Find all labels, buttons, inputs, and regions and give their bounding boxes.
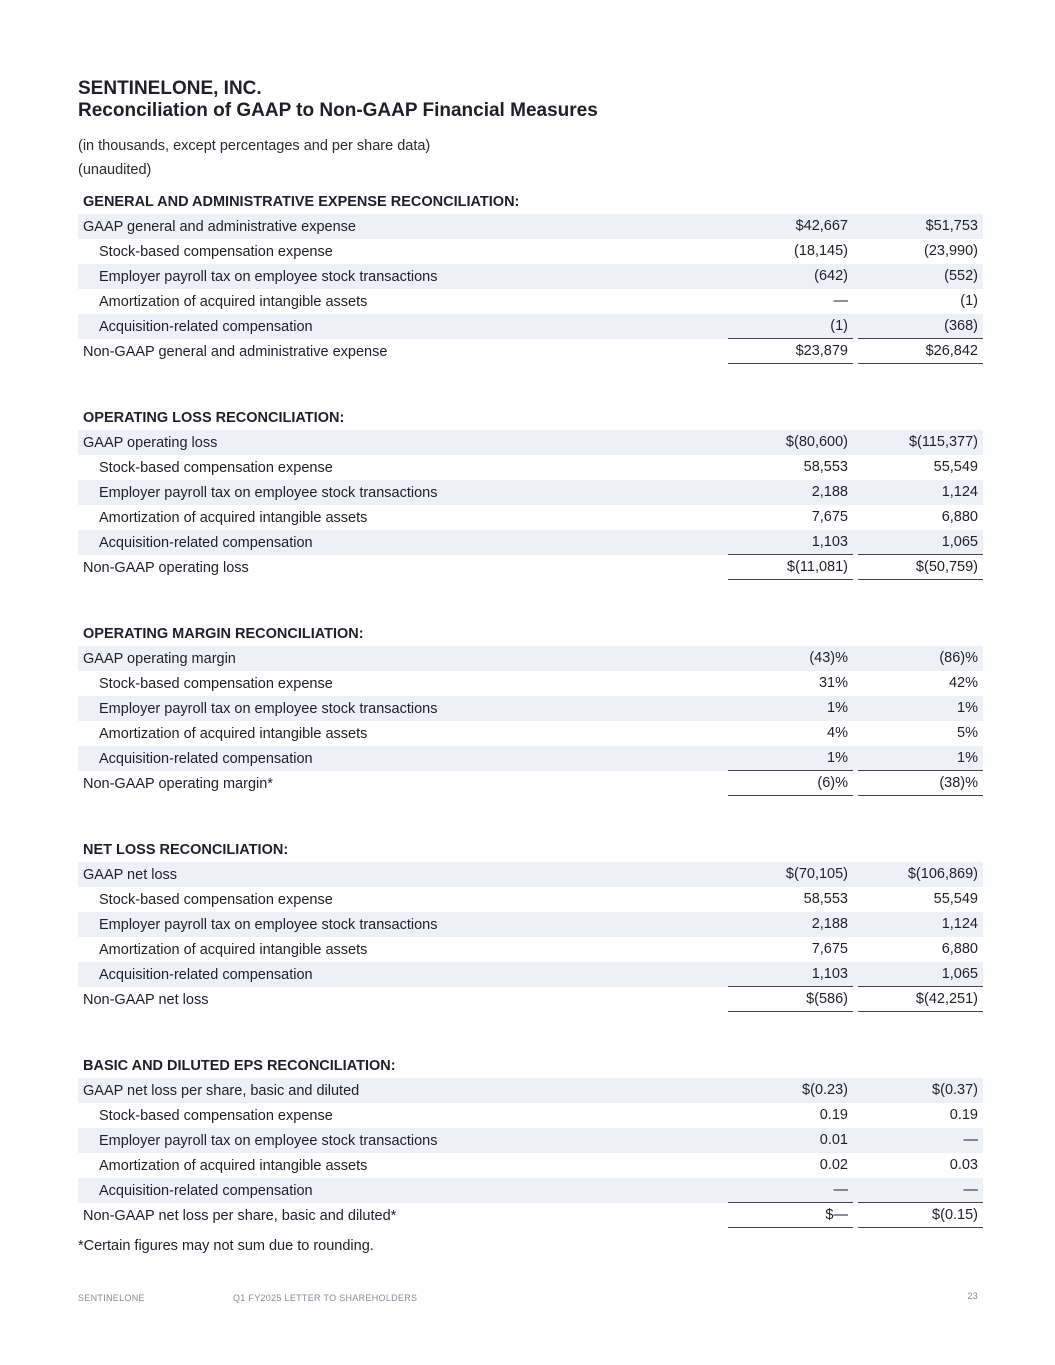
table-row bbox=[78, 530, 983, 555]
value-col1: 58,553 bbox=[803, 459, 848, 475]
section-eps bbox=[78, 1054, 983, 1228]
row-label: Employer payroll tax on employee stock transactions bbox=[99, 700, 438, 717]
row-label: Amortization of acquired intangible assets bbox=[99, 725, 368, 742]
value-col2: $(0.15) bbox=[858, 1203, 983, 1228]
section-heading: NET LOSS RECONCILIATION: bbox=[83, 842, 289, 858]
value-col1: (642) bbox=[814, 268, 848, 284]
audit-note: (unaudited) bbox=[78, 162, 152, 178]
value-col2: 1,124 bbox=[941, 916, 978, 932]
value-col2: $(106,869) bbox=[907, 866, 978, 882]
total-row bbox=[78, 1203, 983, 1228]
row-label: GAAP operating loss bbox=[83, 434, 218, 451]
value-col1: 1,103 bbox=[728, 530, 853, 555]
table-row bbox=[78, 214, 983, 239]
footer-document: Q1 FY2025 LETTER TO SHAREHOLDERS bbox=[233, 1293, 418, 1303]
units-note: (in thousands, except percentages and per share data) bbox=[78, 138, 431, 154]
value-col1: 7,675 bbox=[811, 941, 848, 957]
value-col1: (43)% bbox=[809, 650, 848, 666]
value-col2: (86)% bbox=[939, 650, 978, 666]
value-col1: $— bbox=[728, 1203, 853, 1228]
row-label: Employer payroll tax on employee stock transactions bbox=[99, 484, 438, 501]
value-col1: 1% bbox=[827, 700, 848, 716]
value-col2: — bbox=[858, 1178, 983, 1203]
table-row bbox=[78, 1128, 983, 1153]
section-operating-loss bbox=[78, 406, 983, 580]
row-label: Acquisition-related compensation bbox=[99, 966, 313, 983]
value-col2: 6,880 bbox=[941, 941, 978, 957]
table-row bbox=[78, 239, 983, 264]
row-label: Acquisition-related compensation bbox=[99, 750, 313, 767]
value-col2: $(0.37) bbox=[932, 1082, 978, 1098]
table-row bbox=[78, 505, 983, 530]
value-col1: $42,667 bbox=[795, 218, 848, 234]
value-col2: (23,990) bbox=[923, 243, 978, 259]
table-row bbox=[78, 646, 983, 671]
table-row bbox=[78, 887, 983, 912]
value-col1: — bbox=[833, 293, 848, 309]
value-col1: $23,879 bbox=[728, 339, 853, 364]
footer-brand: SENTINELONE bbox=[78, 1293, 145, 1303]
value-col2: 1,124 bbox=[941, 484, 978, 500]
total-row bbox=[78, 555, 983, 580]
value-col2: $(115,377) bbox=[908, 434, 978, 450]
value-col2: $(42,251) bbox=[858, 987, 983, 1012]
table-row bbox=[78, 289, 983, 314]
value-col1: $(0.23) bbox=[802, 1082, 848, 1098]
value-col2: 42% bbox=[948, 675, 978, 691]
value-col1: 7,675 bbox=[811, 509, 848, 525]
row-label: Amortization of acquired intangible assets bbox=[99, 509, 368, 526]
value-col2: 0.03 bbox=[949, 1157, 978, 1173]
section-net-loss bbox=[78, 838, 983, 1012]
page-number: 23 bbox=[967, 1291, 978, 1301]
table-row bbox=[78, 937, 983, 962]
row-label: GAAP operating margin bbox=[83, 650, 236, 667]
row-label: Acquisition-related compensation bbox=[99, 534, 313, 551]
value-col2: 1,065 bbox=[858, 962, 983, 987]
value-col2: 1,065 bbox=[858, 530, 983, 555]
row-label: Amortization of acquired intangible assets bbox=[99, 1157, 368, 1174]
row-label: Non-GAAP operating margin* bbox=[83, 775, 273, 792]
section-heading: OPERATING MARGIN RECONCILIATION: bbox=[83, 626, 364, 642]
value-col1: $(80,600) bbox=[785, 434, 848, 450]
section-heading: OPERATING LOSS RECONCILIATION: bbox=[83, 410, 345, 426]
value-col1: (1) bbox=[728, 314, 853, 339]
value-col1: 31% bbox=[818, 675, 848, 691]
row-label: Acquisition-related compensation bbox=[99, 1182, 313, 1199]
table-row bbox=[78, 962, 983, 987]
value-col2: $(50,759) bbox=[858, 555, 983, 580]
value-col2: 1% bbox=[957, 700, 978, 716]
value-col1: 58,553 bbox=[803, 891, 848, 907]
table-row bbox=[78, 1078, 983, 1103]
row-label: Stock-based compensation expense bbox=[99, 891, 333, 908]
value-col2: (38)% bbox=[858, 771, 983, 796]
row-label: Non-GAAP general and administrative expense bbox=[83, 343, 388, 360]
row-label: Non-GAAP net loss bbox=[83, 991, 209, 1008]
table-row bbox=[78, 671, 983, 696]
section-heading: GENERAL AND ADMINISTRATIVE EXPENSE RECONCILIATION: bbox=[83, 194, 520, 210]
value-col1: 0.02 bbox=[819, 1157, 848, 1173]
table-row bbox=[78, 1153, 983, 1178]
value-col2: $26,842 bbox=[858, 339, 983, 364]
value-col1: (6)% bbox=[728, 771, 853, 796]
value-col1: 1,103 bbox=[728, 962, 853, 987]
row-label: Non-GAAP net loss per share, basic and diluted* bbox=[83, 1207, 397, 1224]
table-row bbox=[78, 1178, 983, 1203]
value-col2: — bbox=[963, 1132, 978, 1148]
value-col2: (1) bbox=[960, 293, 978, 309]
value-col1: 4% bbox=[827, 725, 848, 741]
section-heading: BASIC AND DILUTED EPS RECONCILIATION: bbox=[83, 1058, 396, 1074]
table-row bbox=[78, 721, 983, 746]
value-col2: $51,753 bbox=[925, 218, 978, 234]
table-row bbox=[78, 430, 983, 455]
value-col1: $(586) bbox=[728, 987, 853, 1012]
section-operating-margin bbox=[78, 622, 983, 796]
value-col2: 55,549 bbox=[933, 891, 978, 907]
total-row bbox=[78, 987, 983, 1012]
table-row bbox=[78, 455, 983, 480]
row-label: Stock-based compensation expense bbox=[99, 1107, 333, 1124]
value-col1: 2,188 bbox=[811, 916, 848, 932]
row-label: Non-GAAP operating loss bbox=[83, 559, 249, 576]
row-label: GAAP general and administrative expense bbox=[83, 218, 356, 235]
total-row bbox=[78, 771, 983, 796]
report-page bbox=[78, 78, 983, 1254]
value-col2: 5% bbox=[957, 725, 978, 741]
row-label: Stock-based compensation expense bbox=[99, 243, 333, 260]
value-col1: 0.01 bbox=[819, 1132, 848, 1148]
row-label: Stock-based compensation expense bbox=[99, 675, 333, 692]
row-label: Employer payroll tax on employee stock transactions bbox=[99, 916, 438, 933]
table-row bbox=[78, 314, 983, 339]
row-label: Employer payroll tax on employee stock transactions bbox=[99, 1132, 438, 1149]
row-label: GAAP net loss per share, basic and diluted bbox=[83, 1082, 360, 1099]
table-row bbox=[78, 480, 983, 505]
table-row bbox=[78, 1103, 983, 1128]
rounding-footnote: *Certain figures may not sum due to rounding. bbox=[78, 1238, 374, 1254]
table-row bbox=[78, 696, 983, 721]
value-col1: — bbox=[728, 1178, 853, 1203]
value-col2: 55,549 bbox=[933, 459, 978, 475]
table-row bbox=[78, 912, 983, 937]
company-name: SENTINELONE, INC. bbox=[78, 78, 262, 99]
row-label: Acquisition-related compensation bbox=[99, 318, 313, 335]
value-col1: $(11,081) bbox=[728, 555, 853, 580]
row-label: Employer payroll tax on employee stock transactions bbox=[99, 268, 438, 285]
value-col1: (18,145) bbox=[793, 243, 848, 259]
total-row bbox=[78, 339, 983, 364]
value-col2: (552) bbox=[944, 268, 978, 284]
value-col2: 0.19 bbox=[949, 1107, 978, 1123]
value-col1: $(70,105) bbox=[785, 866, 848, 882]
table-row bbox=[78, 264, 983, 289]
table-row bbox=[78, 862, 983, 887]
table-row bbox=[78, 746, 983, 771]
section-ga-expense bbox=[78, 190, 983, 364]
value-col2: 1% bbox=[858, 746, 983, 771]
value-col1: 1% bbox=[728, 746, 853, 771]
value-col1: 0.19 bbox=[819, 1107, 848, 1123]
value-col2: (368) bbox=[858, 314, 983, 339]
row-label: Amortization of acquired intangible assets bbox=[99, 293, 368, 310]
row-label: Stock-based compensation expense bbox=[99, 459, 333, 476]
value-col2: 6,880 bbox=[941, 509, 978, 525]
report-title: Reconciliation of GAAP to Non-GAAP Financial Measures bbox=[78, 100, 598, 121]
value-col1: 2,188 bbox=[811, 484, 848, 500]
reconciliation-tables bbox=[78, 190, 983, 1228]
row-label: Amortization of acquired intangible assets bbox=[99, 941, 368, 958]
row-label: GAAP net loss bbox=[83, 866, 178, 883]
